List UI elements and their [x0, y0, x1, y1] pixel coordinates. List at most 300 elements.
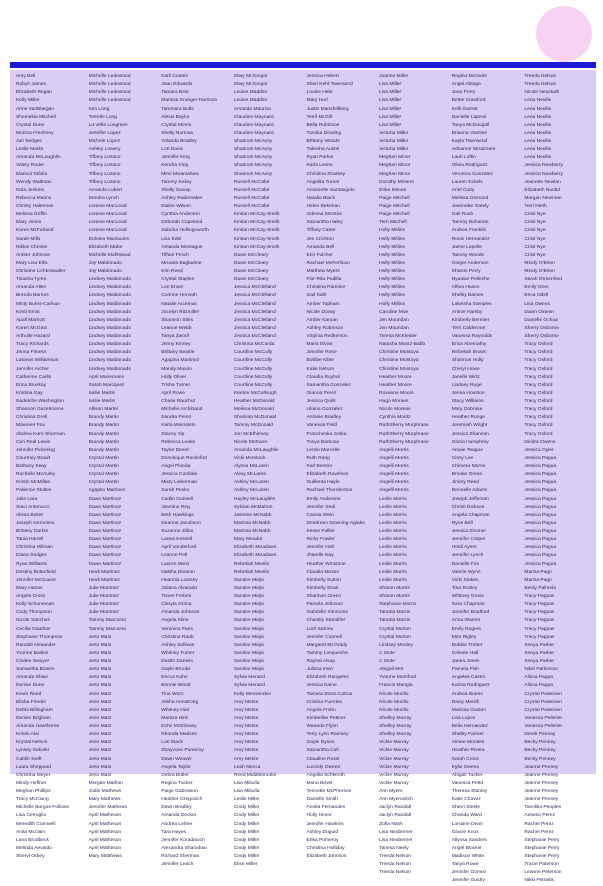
name-entry: Hayley McLaughlin: [233, 496, 276, 502]
name-entry: Emily Rogers: [451, 626, 481, 632]
name-entry: Juri Sedges: [16, 139, 42, 144]
name-entry: Alissa Pappa: [524, 675, 553, 681]
name-entry: Jeanne Penney: [524, 797, 559, 803]
name-entry: Jeremiah Wright: [451, 423, 488, 429]
name-entry: Sandee Mejia: [233, 577, 264, 583]
name-entry: Lauren West: [161, 561, 189, 567]
name-entry: Marisa Page: [524, 577, 552, 583]
name-entry: Tammy Longuesfor: [306, 650, 349, 656]
name-entry: Elizabeth Meadows: [233, 553, 277, 559]
name-entry: Jennifer Gomez: [451, 870, 487, 876]
name-entry: Christina Meyer: [16, 772, 51, 778]
name-entry: Francis Mungia: [379, 683, 413, 689]
name-entry: Crystal Pedersen: [524, 699, 562, 705]
name-entry: Caitlin Swift: [16, 756, 42, 762]
name-entry: Jessica McClelland: [233, 317, 276, 323]
name-entry: Jen Mouridan: [379, 317, 409, 323]
name-entry: Kesti Ernst: [16, 309, 40, 315]
name-entry: Tracy Oxford: [524, 382, 553, 388]
name-entry: Karen McFarland: [16, 228, 54, 234]
name-entry: Tracy Oxford: [524, 366, 553, 372]
name-entry: Lisa Cerruglio: [16, 813, 47, 819]
name-entry: Becky Penney: [524, 740, 556, 746]
name-entry: Mary Dobruke: [451, 407, 483, 413]
name-entry: Jenna Houston: [451, 390, 485, 396]
name-entry: Heannia Lowney: [161, 577, 198, 583]
name-entry: Cindy Miller: [233, 813, 260, 819]
name-entry: Liliana Gonzalez: [306, 407, 343, 413]
name-entry: Amanda Hawthorne: [16, 724, 60, 729]
name-entry: Claryta Grima: [161, 602, 192, 608]
name-entry: Angelli Morris: [379, 488, 409, 494]
name-entry: Vickie Murray: [379, 780, 409, 786]
name-entry: Erica Odell: [524, 293, 549, 299]
name-entry: Vicki Stokes: [451, 577, 479, 583]
name-entry: Sonya Parker: [524, 659, 555, 664]
name-entry: Holly Millins: [379, 260, 405, 266]
name-entry: Leanne MacLeod: [88, 220, 127, 226]
name-entry: Brittany Woods: [306, 139, 340, 144]
name-entry: Brittany Beattie: [161, 350, 195, 356]
name-entry: Claudine Maynard: [233, 122, 274, 128]
name-entry: Lindsey Maldonado: [88, 317, 132, 323]
name-entry: Michelle Mahlstead: [88, 252, 131, 258]
name-entry: Whitney Turner: [161, 650, 195, 656]
name-entry: Virginia Redkerson: [306, 334, 348, 339]
name-entry: Rhonda Madsen: [161, 732, 198, 738]
name-entry: Jasmine McNabb: [233, 512, 272, 518]
name-entry: Joy Maldonado: [88, 260, 122, 266]
name-entry: Christina Holliday: [306, 845, 345, 851]
name-entry: Lanea Kessell: [161, 537, 192, 543]
name-entry: Jimmy Reed: [451, 480, 479, 486]
name-entry: Crystal Martin: [88, 480, 119, 486]
name-entry: Amanda McLaughlin: [16, 155, 61, 161]
name-entry: Lena Neville: [524, 130, 552, 136]
name-entry: C Mote: [379, 650, 395, 656]
name-entry: Teresa McKlester: [379, 334, 417, 339]
name-entry: Alisha Armstrong: [161, 699, 199, 705]
name-entry: Paige Mitchell: [379, 204, 410, 209]
name-entry: Shannon McAvoy: [233, 139, 273, 144]
name-entry: Adrianne Wissimore: [451, 147, 496, 153]
name-entry: Antonie Bradley: [306, 415, 342, 421]
name-entry: Jenn Mast: [88, 732, 112, 738]
name-entry: Nicole Dovay: [306, 309, 336, 315]
name-entry: Ryne Brill: [451, 520, 473, 526]
name-entry: Brittany Durbin: [16, 529, 49, 534]
name-entry: Lindsey Maldonado: [88, 366, 132, 372]
name-entry: Amy Metze: [233, 699, 259, 705]
name-entry: Dorothy Mintero: [379, 179, 414, 185]
name-entry: Jasmine Reg: [161, 504, 190, 510]
name-entry: Elisha Friedel: [16, 699, 46, 705]
name-entry: Apall Marriott: [16, 317, 45, 323]
name-entry: Staci Antonucci: [16, 504, 50, 510]
name-entry: Danielle Fox: [451, 561, 479, 567]
name-entry: Jessica Pagua: [524, 512, 557, 518]
name-entry: Kim Reed: [161, 269, 183, 274]
name-entry: Shayvone Pomeroy: [161, 748, 204, 754]
name-entry: Crystal Martin: [88, 472, 119, 478]
name-entry: Tiffany Lozano: [88, 171, 121, 177]
name-entry: Daisy Merrill: [451, 699, 479, 705]
name-entry: Angelita Turner: [306, 179, 340, 185]
name-entry: Ashley McLaren: [233, 480, 269, 486]
name-entry: Lauren Eckels: [451, 179, 483, 185]
name-entry: Jenn Mast: [88, 724, 112, 729]
name-entry: Danielle Lapeck: [451, 114, 487, 120]
name-entry: Tracy Pappas: [524, 602, 555, 608]
name-entry: Leslie Morris: [379, 569, 407, 575]
name-entry: Kylie Owens: [451, 764, 479, 770]
name-entry: Kevin Reed: [16, 691, 42, 697]
name-entry: Amber Kaman: [306, 317, 338, 323]
name-entry: Jenn Mast: [88, 683, 112, 689]
name-entry: Jennifer Connell: [306, 634, 342, 640]
name-entry: Angelli Morris: [379, 447, 409, 453]
name-entry: Arthulle Hazard: [16, 334, 50, 339]
name-entry: Jenn Mast: [88, 650, 112, 656]
name-entry: Ianlie Martin: [88, 390, 116, 396]
name-entry: Tonee Forbes: [161, 594, 192, 599]
name-entry: Sylvia Menard: [233, 675, 265, 681]
name-entry: Derek Pennay: [524, 732, 556, 738]
name-entry: Jenn Mast: [88, 675, 112, 681]
name-entry: Katie Nelson: [306, 366, 335, 372]
name-entry: Holly Millins: [379, 277, 405, 283]
name-entry: Rebekah Brown: [451, 350, 487, 356]
name-entry: Richard Sherman: [161, 854, 200, 859]
name-entry: Vickie Murray: [379, 748, 409, 754]
name-entry: Brandy Martin: [88, 423, 120, 429]
name-entry: Mary Jones: [16, 220, 42, 226]
name-entry: Sara Chapman: [451, 602, 485, 608]
name-column: [524, 73, 596, 886]
name-entry: Jennifer Sedi: [306, 504, 336, 510]
name-entry: Angel Abtage: [451, 82, 481, 88]
name-entry: Lynsey Sokoler: [16, 748, 50, 754]
name-entry: Dawn Martinez: [88, 561, 122, 567]
name-entry: Shannon McAvoy: [233, 171, 273, 177]
name-entry: Chase Rauchut: [161, 399, 195, 404]
name-entry: Michele Lopez: [88, 139, 121, 144]
name-entry: Jenn Mast: [88, 772, 112, 778]
name-entry: Tanaria Morris: [379, 610, 411, 616]
name-entry: Lisa Mikulla: [233, 789, 260, 794]
name-entry: RuthSherry Murphrase: [379, 431, 429, 437]
name-entry: Lena Neville: [524, 147, 552, 153]
name-entry: Denise Brigham: [16, 715, 51, 721]
name-entry: Tracy Richards: [16, 342, 49, 348]
name-entry: Gabrielle Simmons: [306, 610, 348, 616]
name-entry: Vanessa Field: [306, 423, 338, 429]
name-entry: Jenn Mast: [88, 756, 112, 762]
name-entry: Treeda Nelson: [524, 82, 557, 88]
name-entry: Dawn McCleary: [233, 277, 269, 283]
name-entry: Nicole Neustadt: [524, 90, 559, 96]
name-entry: Vanessa Pelletier: [524, 724, 563, 729]
name-entry: Jennifer Archer: [16, 366, 49, 372]
name-entry: April Matheson: [88, 837, 122, 843]
name-entry: Lena Neville: [524, 106, 552, 112]
name-entry: Dawn Martinez: [88, 520, 122, 526]
name-entry: Samantha Haley: [306, 220, 343, 226]
name-entry: Elaine Wilson: [161, 204, 191, 209]
name-entry: Leslie Morris: [379, 504, 407, 510]
name-entry: Stephanie Perry: [524, 837, 560, 843]
name-entry: Crystal Martin: [88, 464, 119, 469]
name-entry: Dominique Rockefort: [161, 455, 207, 461]
name-entry: Tracy Pappas: [524, 626, 555, 632]
name-entry: Laura Sheppard: [16, 764, 52, 770]
name-entry: Karl Benton: [306, 464, 333, 469]
name-entry: Gianna Perez: [306, 390, 337, 396]
name-entry: Veronica Gonzalez: [451, 171, 493, 177]
name-entry: Stephanie Morris: [379, 602, 417, 608]
name-entry: Brooke Green: [451, 472, 483, 478]
name-entry: Karen McGinn: [16, 325, 48, 331]
name-entry: Heather Winstone: [306, 561, 346, 567]
name-entry: Sharon Perry: [451, 269, 481, 274]
name-entry: Heather Moore: [379, 382, 412, 388]
name-entry: Jeannette Gately: [451, 204, 489, 209]
name-entry: Lori Enser: [161, 285, 184, 291]
name-entry: Pamela Johnson: [306, 602, 343, 608]
name-entry: Jennifer Hawkins: [306, 821, 344, 827]
name-entry: Stacey Yip: [161, 431, 185, 437]
name-entry: Tiffani Frisch: [161, 252, 189, 258]
name-entry: Lisa Edel: [161, 236, 182, 242]
name-entry: Cristi Nye: [524, 228, 546, 234]
name-entry: Mary Lisa Ellis: [16, 260, 48, 266]
name-entry: Ashley Duguid: [306, 829, 339, 835]
name-entry: Jon McElhinney: [233, 431, 269, 437]
name-entry: Mary McGregor: [233, 74, 268, 79]
name-entry: Angela Frohn: [306, 707, 336, 713]
name-entry: Leanne Peterson: [524, 870, 562, 876]
name-entry: Paige Mitchell: [379, 212, 410, 218]
name-column: [16, 73, 88, 886]
name-entry: Brenda Barnes: [16, 293, 49, 299]
name-entry: Nadetche Washington: [16, 399, 64, 404]
name-entry: Ashley Sullivan: [161, 642, 195, 648]
name-entry: Cindee Swoyer: [16, 659, 50, 664]
name-entry: Tiffany Lozano: [88, 155, 121, 161]
name-entry: Ruth Rarig: [306, 455, 330, 461]
name-entry: Melissa Osmond: [451, 195, 489, 201]
name-entry: Mary Mathews: [88, 797, 121, 803]
name-entry: Kimlan McCay-Smith: [233, 244, 280, 250]
name-entry: Jeanne Penney: [524, 764, 559, 770]
name-entry: Tracy Pappas: [524, 610, 555, 616]
name-entry: Jessica Pagua: [524, 504, 557, 510]
name-entry: Dolores Maclaurim: [88, 236, 130, 242]
name-entry: Cristi Nye: [524, 220, 546, 226]
name-entry: Heather Rivera: [451, 748, 485, 754]
name-entry: Tanaria Morris: [379, 618, 411, 624]
name-entry: Holly Millins: [379, 252, 405, 258]
name-entry: Jennifer Mathews: [88, 805, 127, 811]
names-panel: [10, 70, 596, 884]
name-entry: Kimlan McCay-Smith: [233, 228, 280, 234]
name-entry: Angel Pineda: [161, 464, 191, 469]
name-entry: Kimlan McCay-Smith: [233, 236, 280, 242]
name-entry: Lindsey Maldonado: [88, 358, 132, 364]
name-entry: Kimlan McCay-Smith: [233, 212, 280, 218]
name-entry: Lindsey Maldonado: [88, 277, 132, 283]
name-entry: April Matheson: [88, 829, 122, 835]
name-entry: Leanne MacLeod: [88, 204, 127, 209]
name-entry: Amanda Allen: [16, 285, 47, 291]
name-entry: Nicole McEwen: [233, 439, 268, 445]
name-entry: Tracy Pappas: [524, 634, 555, 640]
name-entry: Amanda Decker: [161, 813, 197, 819]
name-entry: Cristi Nye: [524, 236, 546, 242]
name-entry: Sandee Mejia: [233, 667, 264, 673]
name-entry: Jen Crichton: [306, 236, 334, 242]
name-entry: Sarah Mills: [16, 236, 41, 242]
name-entry: Mindy Heffner: [16, 780, 47, 786]
header-bar: [10, 62, 596, 68]
name-entry: Jenn Mast: [88, 634, 112, 640]
name-entry: Elizabeth Rangeles: [306, 675, 349, 681]
name-entry: Elizabeth Regan: [16, 90, 52, 96]
name-entry: Jessica Pagua: [524, 537, 557, 543]
name-entry: Jennifer McGuaire: [16, 577, 56, 583]
name-entry: Cristi Nye: [524, 252, 546, 258]
name-entry: Tammy Marcurso: [88, 626, 127, 632]
name-entry: Jenn Mast: [88, 659, 112, 664]
name-entry: Ryan Parker: [306, 155, 334, 161]
name-entry: Ericca Kuhn: [161, 675, 188, 681]
name-entry: C Mote: [379, 659, 395, 664]
name-entry: Madison White: [451, 854, 485, 859]
name-entry: Dawn Martinez: [88, 553, 122, 559]
name-entry: Gracie Knox: [451, 829, 479, 835]
name-entry: Sarah Marcquez: [88, 382, 125, 388]
name-entry: Amy Metze: [233, 740, 259, 746]
name-entry: Lori Stack: [161, 740, 183, 746]
name-entry: Deborah Copeland: [161, 220, 203, 226]
name-entry: Christy Halteman: [16, 204, 54, 209]
name-entry: Christina Grell: [16, 415, 47, 421]
name-entry: Marisa Page: [524, 569, 552, 575]
name-entry: Karli Coates: [161, 74, 188, 79]
name-entry: Jennifer Hull: [306, 545, 334, 551]
name-entry: Angela Chapman: [451, 512, 490, 518]
name-entry: Stephanie Perry: [524, 845, 560, 851]
name-entry: Misty Burns-Carlson: [16, 301, 61, 307]
name-entry: Jessica Pagua: [524, 553, 557, 559]
name-entry: Rachael Thornberton: [306, 488, 353, 494]
name-entry: Christina Ramirez: [306, 285, 346, 291]
name-entry: Sheri Kehl-Townsend: [306, 82, 353, 88]
name-entry: Angelia Schlereth: [306, 772, 345, 778]
name-entry: Justin Mansfellberg: [306, 106, 349, 112]
name-entry: Paige Gabriason: [161, 789, 198, 794]
name-entry: Jessica McClelland: [233, 325, 276, 331]
name-entry: Tennette McPherson: [306, 789, 352, 794]
name-entry: Russell McCabe: [233, 204, 270, 209]
name-entry: Dawn McCleary: [233, 252, 269, 258]
name-entry: Cody Thompson: [16, 610, 52, 616]
name-entry: Patience Stultes: [16, 488, 52, 494]
name-entry: Yolanda Bradley: [161, 139, 197, 144]
name-entry: Michelle Ledewood: [88, 90, 131, 96]
name-entry: Veronica Paris: [161, 626, 193, 632]
name-entry: Claudia Ruybal: [306, 374, 340, 380]
name-entry: Mira Rigley: [451, 634, 477, 640]
name-column: [161, 73, 233, 886]
name-entry: Julie Martinez: [88, 610, 119, 616]
name-entry: Annita Fernandes: [306, 805, 346, 811]
name-entry: Nicole Murillo: [379, 699, 409, 705]
name-entry: Elise Miller: [233, 862, 258, 868]
name-entry: Jaclyn Randall: [379, 805, 411, 811]
name-entry: Tara Hayes: [161, 829, 186, 835]
name-entry: Amanda Lubert: [88, 187, 123, 193]
name-entry: Lerzie Marcelle: [306, 447, 340, 453]
name-entry: Juliana Alvarado: [161, 585, 198, 591]
name-entry: Dawn Martinez: [88, 537, 122, 543]
name-entry: Lori Davis: [161, 147, 183, 153]
name-entry: Bobbie Trotter: [451, 642, 483, 648]
name-entry: Kristin Alai: [16, 732, 39, 738]
name-entry: Ashley Robinson: [306, 325, 344, 331]
name-entry: Gail Rush: [451, 212, 474, 218]
name-entry: Deirdreen Downing-Agiake: [306, 520, 365, 526]
name-entry: Russell McCabe: [233, 187, 270, 193]
name-entry: Tiffany Carter: [306, 228, 336, 234]
name-entry: Alissa Boker: [16, 512, 44, 518]
name-entry: Louise Madden: [233, 98, 268, 104]
name-entry: Tracy Oxford: [524, 350, 553, 356]
name-entry: Nikki Petraitis: [524, 878, 554, 884]
name-entry: Sharissa McDonald: [233, 415, 277, 421]
name-entry: Jennifer Koradanich: [161, 837, 205, 843]
name-entry: Jenn Mast: [88, 691, 112, 697]
name-entry: Mimi Mwaniahwa: [161, 171, 199, 177]
name-entry: Tammara Bulls: [161, 106, 194, 112]
name-entry: Mona Bevel: [306, 780, 333, 786]
name-entry: Sandee Mejia: [233, 626, 264, 632]
name-entry: Jen Mouridan: [379, 325, 409, 331]
name-entry: Amy Metze: [233, 715, 259, 721]
name-entry: Terri Nieth: [524, 204, 547, 209]
name-entry: Anita Mcclain: [16, 829, 46, 835]
name-entry: Leslie Miller: [233, 797, 260, 803]
name-entry: Shannon McAvoy: [233, 163, 273, 169]
name-entry: Helen Bekenan: [306, 204, 340, 209]
name-entry: Karla Weinstein: [161, 423, 196, 429]
name-entry: Cecilia Gauthier: [16, 626, 51, 632]
name-entry: Antoinette Santangelo: [306, 187, 355, 193]
name-entry: Holly Millins: [379, 301, 405, 307]
name-entry: Meredith Cornwell: [16, 821, 56, 827]
name-entry: Brandy Martin: [88, 431, 120, 437]
name-entry: Sandee Mejia: [233, 585, 264, 591]
name-entry: Stephanie Perry: [524, 854, 560, 859]
name-entry: Natalie Arcemas: [161, 301, 197, 307]
name-entry: Joseph Jefferson: [451, 496, 489, 502]
name-entry: Jessica McClelland: [233, 285, 276, 291]
name-entry: Terri Mitchell: [379, 220, 407, 226]
name-entry: Holly Oliver: [161, 374, 187, 380]
name-entry: April Matheson: [88, 821, 122, 827]
corner-circle-decoration: [536, 6, 592, 62]
name-entry: Nakiha Draxton: [161, 569, 195, 575]
